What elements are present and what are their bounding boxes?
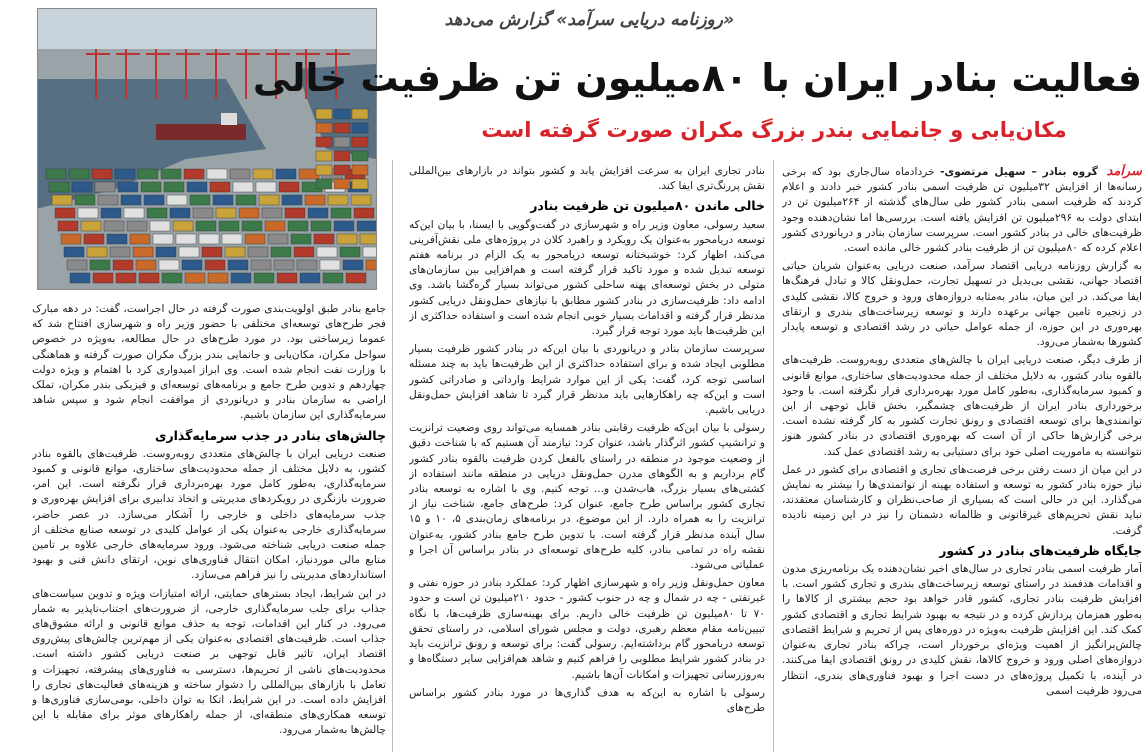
container bbox=[196, 221, 216, 231]
container bbox=[78, 208, 98, 218]
container bbox=[334, 221, 354, 231]
container bbox=[210, 182, 230, 192]
container bbox=[276, 169, 296, 179]
container bbox=[115, 169, 135, 179]
container bbox=[253, 169, 273, 179]
port-photo bbox=[37, 8, 377, 290]
container bbox=[150, 221, 170, 231]
paragraph-text: خردادماه سال‌جاری بود که برخی رسانه‌ها از افزایش ۳۲میلیون تن ظرفیت اسمی بنادر کشور خبر دادند و اعلام کردند که ظرفیت اسمی بنادر کشور طی سال‌های گذشته از ۲۶۴میلیون تن در ابتدای دولت به ۲۹۶میلیون تن افزایش یافته است. بررسی‌ها اما نشان‌دهنده وجود ظرفیت‌های خالی در بنادر کشور است. سرپرست سازمان بنادر و دریانوردی کشور اعلام کرده که ۸۰میلیون تن از ظرفیت بنادر کشور خالی مانده است. bbox=[782, 166, 1142, 255]
container bbox=[113, 260, 133, 270]
kicker: «روزنامه دریایی سرآمد» گزارش می‌دهد bbox=[444, 10, 734, 30]
container bbox=[64, 247, 84, 257]
container bbox=[193, 208, 213, 218]
paragraph: بنادر تجاری ایران به سرعت افزایش یابد و کشور بتواند در بازارهای بین‌المللی نقش پررنگ‌تری ایفا کند. bbox=[409, 165, 765, 193]
container bbox=[116, 273, 136, 283]
container bbox=[173, 221, 193, 231]
container bbox=[49, 182, 69, 192]
container bbox=[305, 195, 325, 205]
container bbox=[219, 221, 239, 231]
container bbox=[176, 234, 196, 244]
container bbox=[334, 123, 350, 133]
container bbox=[314, 234, 334, 244]
container bbox=[228, 260, 248, 270]
paragraph: آمار ظرفیت اسمی بنادر تجاری در سال‌های اخیر نشان‌دهنده یک برنامه‌ریزی مدون و اقدامات هدفمند در راستای توسعه زیرساخت‌های بندری و تجاری کشور است. با افزایش ظرفیت بنادر تجاری، کشور قادر خواهد بود حجم بیشتری از کالاها را به‌طور همزمان پردازش کرده و در نتیجه به بهبود شرایط تجاری و اقتصادی کشور کمک کند. این افزایش ظرفیت به‌ویژه در دوره‌های پس از تحریم و شرایط اقتصادی چالش‌برانگیز از اهمیت ویژه‌ای برخوردار است، چراکه بنادر تجاری به‌عنوان دروازه‌های اصلی ورود و خروج کالاها، نقش کلیدی در رونق اقتصادی ایفا می‌کنند. در آینده، با تکمیل پروژه‌های در دست اجرا و بهبود فناوری‌های بندری، انتظار می‌رود ظرفیت اسمی bbox=[782, 563, 1142, 697]
container bbox=[144, 195, 164, 205]
container bbox=[121, 195, 141, 205]
container bbox=[316, 123, 332, 133]
container bbox=[316, 109, 332, 119]
container bbox=[147, 208, 167, 218]
container bbox=[231, 273, 251, 283]
container bbox=[346, 273, 366, 283]
container bbox=[161, 169, 181, 179]
container bbox=[230, 169, 250, 179]
container bbox=[75, 195, 95, 205]
container bbox=[233, 182, 253, 192]
container bbox=[141, 182, 161, 192]
container bbox=[323, 273, 343, 283]
container bbox=[285, 208, 305, 218]
container bbox=[357, 221, 376, 231]
container bbox=[67, 260, 87, 270]
container bbox=[69, 169, 89, 179]
container bbox=[101, 208, 121, 218]
container bbox=[70, 273, 90, 283]
container bbox=[95, 182, 115, 192]
publication-logo: سرآمد bbox=[1106, 164, 1142, 179]
container bbox=[55, 208, 75, 218]
container bbox=[184, 169, 204, 179]
container bbox=[185, 273, 205, 283]
container bbox=[352, 165, 368, 175]
container bbox=[316, 165, 332, 175]
container bbox=[334, 137, 350, 147]
container bbox=[242, 221, 262, 231]
container bbox=[274, 260, 294, 270]
container bbox=[138, 169, 158, 179]
container bbox=[187, 182, 207, 192]
container bbox=[337, 234, 357, 244]
container bbox=[133, 247, 153, 257]
container bbox=[351, 195, 371, 205]
container bbox=[340, 247, 360, 257]
container bbox=[164, 182, 184, 192]
paragraph: به گزارش روزنامه دریایی اقتصاد سرآمد، صنعت دریایی به‌عنوان شریان حیاتی اقتصاد جهانی، نقشی بی‌بدیل در تسهیل تجارت، حمل‌ونقل کالا و تبادل فرهنگ‌ها ایفا می‌کند. در این میان، بنادر به‌مثابه دروازه‌های ورود و خروج کالا، نقشی کلیدی در زنجیره تامین جهانی برعهده دارند و توسعه زیرساخت‌های بندری و ارتقای بهره‌وری در این حوزه، از جمله عوامل حیاتی در رشد اقتصادی و توسعه پایدار کشورها به‌شمار می‌رود. bbox=[782, 260, 1142, 349]
container bbox=[179, 247, 199, 257]
container bbox=[311, 221, 331, 231]
container bbox=[84, 234, 104, 244]
container bbox=[81, 221, 101, 231]
container bbox=[208, 273, 228, 283]
container bbox=[265, 221, 285, 231]
container bbox=[139, 273, 159, 283]
container bbox=[98, 195, 118, 205]
section-heading: چالش‌های بنادر در جذب سرمایه‌گذاری bbox=[155, 427, 386, 443]
container bbox=[136, 260, 156, 270]
column-divider bbox=[392, 160, 393, 752]
container bbox=[118, 182, 138, 192]
container bbox=[170, 208, 190, 218]
container bbox=[225, 247, 245, 257]
container bbox=[334, 151, 350, 161]
paragraph: جامع بنادر طبق اولویت‌بندی صورت گرفته در حال اجراست، گفت: در دهه مبارک فجر طرح‌های توسعه‌ای مختلفی با حضور وزیر راه و شهرسازی افتتاح شد که عموما زیرساختی بود. در مورد طرح‌های در حال مطالعه، به‌ویژه در خصوص سواحل مکران، مکان‌یابی و جانمایی بندر بزرگ مکران صورت گرفته و هماهنگی با وزارت نفت انجام شده است. وی ابراز امیدواری کرد با اهتمام و ویژه دولت چهاردهم و تدوین طرح جامع و برنامه‌های توسعه‌ای و فیزیکی بندر مکران، تملک اراضی به سازمان بنادر و دریانوردی از موافقت انجام شود و سپس شاهد سرمایه‌گذاری این سازمان باشیم. bbox=[32, 303, 386, 422]
container bbox=[251, 260, 271, 270]
container bbox=[352, 179, 368, 189]
container bbox=[316, 137, 332, 147]
container bbox=[130, 234, 150, 244]
container bbox=[182, 260, 202, 270]
ship-hull bbox=[156, 124, 246, 140]
container bbox=[354, 208, 374, 218]
container bbox=[87, 247, 107, 257]
container bbox=[202, 247, 222, 257]
paragraph: رسولی با بیان این‌که ظرفیت رقابتی بنادر همسایه می‌تواند روی وضعیت ترانزیت و ترانشیپ کشور اثرگذار باشد، عنوان کرد: نیازمند آن هستیم که با شناخت دقیق از وضعیت موجود در منطقه در راستای بالفعل کردن ظرفیت بالقوه بنادر کشور گام برداریم و به الگوهای مدرن حمل‌ونقل دریایی در منطقه مانند استفاده از کشتی‌های بسیار بزرگ، هاب‌شدن و... توجه کنیم. وی با اشاره به توسعه بنادر تجاری کشور براساس طرح جامع، عنوان کرد: طرح‌های جامع، شناخت نیاز از ترانزیت را به همراه دارد. از این موضوع، در برنامه‌های زمان‌بندی ۵، ۱۰ و ۱۵ سال آینده مدنظر قرار گرفته است. با تدوین طرح جامع بنادر کشور، به‌عنوان نقشه راه در تمامی بنادر، کلیه طرح‌های توسعه‌ای در بنادر براساس آن اجرا و عملیاتی می‌شود. bbox=[409, 422, 765, 572]
container bbox=[153, 234, 173, 244]
container bbox=[90, 260, 110, 270]
container bbox=[190, 195, 210, 205]
container bbox=[308, 208, 328, 218]
paragraph: سرپرست سازمان بنادر و دریانوردی با بیان این‌که در بنادر کشور ظرفیت بسیار مطلوبی ایجاد شده و برای استفاده حداکثری از این ظرفیت‌ها باید به چند مسئله اساسی توجه کرد، گفت: یکی از این موارد شرایط وارداتی و صادراتی کشور است و این‌که چه راهکارهایی باید مدنظر قرار گیرد تا شاهد افزایش حمل‌ونقل دریایی باشیم. bbox=[409, 343, 765, 417]
container bbox=[277, 273, 297, 283]
container bbox=[46, 169, 66, 179]
container bbox=[239, 208, 259, 218]
container bbox=[107, 234, 127, 244]
paragraph: در این شرایط، ایجاد بسترهای حمایتی، ارائه امتیازات ویژه و تدوین سیاست‌های جذاب برای جلب سرمایه‌گذاری خارجی، از ضرورت‌های اجتناب‌ناپذیر به شمار می‌رود. در کنار این اقدامات، توجه به حذف موانع قانونی و ارائه مشوق‌های جذاب است. ظرفیت‌های اقتصادی به‌عنوان یکی از مهم‌ترین چالش‌های پیش‌روی اقتصاد ایران، تاثیر قابل توجهی بر صنعت دریایی کشور داشته است. محدودیت‌های ناشی از تحریم‌ها، دسترسی به فناوری‌های پیشرفته، تجهیزات و تعامل با بازارهای بین‌المللی را دشوار ساخته و هزینه‌های فعالیت‌های تجاری را افزایش داده است. در این شرایط، اتکا به توان داخلی، بومی‌سازی فناوری‌ها و توسعه همکاری‌های منطقه‌ای، از جمله راهکارهای موثر برای مقابله با این چالش‌ها به‌شمار می‌رود. bbox=[32, 587, 386, 737]
paragraph: صنعت دریایی ایران با چالش‌های متعددی روبه‌روست. ظرفیت‌های بالقوه بنادر کشور، به دلایل مختلف از جمله محدودیت‌های ساختاری، موانع قانونی و کمبود سرمایه‌گذاری، به‌طور کامل مورد بهره‌برداری قرار نگرفته است. این امر، ضرورت بازنگری در رویکردهای مدیریتی و اتخاذ تدابیری برای افزایش بهره‌وری و جذب سرمایه‌های داخلی و خارجی را آشکار می‌سازد. در عصر حاضر، سرمایه‌گذاری خارجی به‌عنوان یکی از عوامل کلیدی در توسعه صنایع مختلف از جمله صنعت دریایی شناخته می‌شود. ورود سرمایه‌های خارجی علاوه بر تامین منابع مالی موردنیاز، امکان انتقال فناوری‌های نوین، ارتقای دانش فنی و بهبود استانداردهای مدیریتی را نیز فراهم می‌سازد. bbox=[32, 447, 386, 582]
container bbox=[245, 234, 265, 244]
container bbox=[297, 260, 317, 270]
column-middle bbox=[409, 164, 765, 752]
container bbox=[291, 234, 311, 244]
section-heading: جایگاه ظرفیت‌های بنادر در کشور bbox=[939, 542, 1142, 558]
column-divider bbox=[773, 160, 774, 752]
container bbox=[52, 195, 72, 205]
container bbox=[58, 221, 78, 231]
container bbox=[248, 247, 268, 257]
container bbox=[317, 247, 337, 257]
container bbox=[268, 234, 288, 244]
container bbox=[271, 247, 291, 257]
container bbox=[279, 182, 299, 192]
container bbox=[216, 208, 236, 218]
container bbox=[320, 260, 340, 270]
container bbox=[205, 260, 225, 270]
column-left bbox=[32, 302, 386, 752]
port-photo-image bbox=[37, 9, 376, 290]
container bbox=[207, 169, 227, 179]
lead-paragraph bbox=[782, 164, 1142, 256]
container bbox=[352, 109, 368, 119]
container bbox=[159, 260, 179, 270]
paragraph: رسولی با اشاره به این‌که به هدف گذاری‌ها در مورد بنادر کشور براساس طرح‌های bbox=[409, 686, 765, 714]
container bbox=[352, 137, 368, 147]
container bbox=[127, 221, 147, 231]
column-right bbox=[782, 164, 1142, 752]
byline: گروه بنادر – سهیل مرتضوی- bbox=[940, 166, 1098, 178]
ship-bridge bbox=[221, 113, 237, 125]
headline: فعالیت بنادر ایران با ۸۰میلیون تن ظرفیت خالی bbox=[252, 56, 1142, 100]
container bbox=[316, 179, 332, 189]
container bbox=[256, 182, 276, 192]
section-heading: خالی ماندن ۸۰میلیون تن ظرفیت بنادر bbox=[530, 198, 765, 214]
container bbox=[236, 195, 256, 205]
container bbox=[262, 208, 282, 218]
container bbox=[300, 273, 320, 283]
container bbox=[334, 109, 350, 119]
container bbox=[61, 234, 81, 244]
container bbox=[213, 195, 233, 205]
subheadline: مکان‌یابی و جانمایی بندر بزرگ مکران صورت گرفته است bbox=[481, 118, 1067, 142]
paragraph: در این میان از دست رفتن برخی فرصت‌های تجاری و اقتصادی برای کشور در عمل نیاز حوزه بنادر کشور به توسعه و استفاده بهینه از توانمندی‌ها را بیشتر به نمایش می‌گذارد. این در حالی است که بسیاری از صاحب‌نظران و کارشناسان معتقدند، نباید نقش تحریم‌های غیرقانونی و ظالمانه دشمنان را نیز در این زمینه نادیده گرفت. bbox=[782, 463, 1142, 537]
container bbox=[92, 169, 112, 179]
container bbox=[124, 208, 144, 218]
container bbox=[360, 234, 376, 244]
container bbox=[352, 151, 368, 161]
container bbox=[328, 195, 348, 205]
container bbox=[222, 234, 242, 244]
container bbox=[259, 195, 279, 205]
container bbox=[343, 260, 363, 270]
container bbox=[199, 234, 219, 244]
container bbox=[72, 182, 92, 192]
container bbox=[104, 221, 124, 231]
container bbox=[331, 208, 351, 218]
container bbox=[316, 151, 332, 161]
container bbox=[334, 179, 350, 189]
container bbox=[282, 195, 302, 205]
container bbox=[93, 273, 113, 283]
paragraph: از طرف دیگر، صنعت دریایی ایران با چالش‌های متعددی روبه‌روست. ظرفیت‌های بالقوه بنادر کشور، به دلایل مختلف از جمله محدودیت‌های ساختاری، موانع قانونی و کمبود سرمایه‌گذاری، به‌طور کامل مورد بهره‌برداری قرار نگرفته است. با وجود برخورداری بنادر ایران از ظرفیت‌های چشمگیر، بخش قابل توجهی از این توانمندی‌ها برای توسعه اقتصادی و رونق تجارت کشور به کار گرفته نشده است. برخی گزارش‌ها حاکی از آن است که بهره‌وری اقتصادی در بنادر کشور هنوز نتوانسته به ماموریت اصلی خود برای دستیابی به رشد اقتصادی عمل کند. bbox=[782, 354, 1142, 458]
container bbox=[363, 247, 376, 257]
container bbox=[352, 123, 368, 133]
container bbox=[156, 247, 176, 257]
container bbox=[110, 247, 130, 257]
container bbox=[162, 273, 182, 283]
paragraph: معاون حمل‌ونقل وزیر راه و شهرسازی اظهار کرد: عملکرد بنادر در حوزه نفتی و غیرنفتی - چه در شمال و چه در جنوب کشور - حدود ۲۱۰میلیون تن است و حدود ۷۰ تا ۸۰میلیون تن ظرفیت خالی داریم. برای بهینه‌سازی ظرفیت‌ها، با نگاه تبیین‌نامه مقام معظم رهبری، دولت و مجلس شورای اسلامی، در راستای تحقق توسعه دریامحور گام برداشته‌ایم. رسولی گفت: برای توسعه و رونق ترانزیت باید در بنادر کشور شرایط مطلوبی را فراهم کنیم و شاهد هم‌افزایی سایر دستگاه‌ها و به‌روزرسانی تجهیزات و امکانات آن‌ها باشیم. bbox=[409, 577, 765, 681]
container bbox=[288, 221, 308, 231]
container bbox=[366, 260, 376, 270]
container bbox=[254, 273, 274, 283]
container bbox=[167, 195, 187, 205]
container bbox=[294, 247, 314, 257]
paragraph: سعید رسولی، معاون وزیر راه و شهرسازی در گفت‌وگویی با ایسنا، با بیان این‌که توسعه دریامحور به‌عنوان یک رویکرد و راهبرد کلان در پروژه‌های ملی نقش‌آفرینی می‌کند، اظهار کرد: خوشبختانه توسعه دریامحور به یک الزام در برنامه هفتم توسعه تبدیل شده و مورد تاکید قرار گرفته است و هم‌افزایی بین سازمان‌های متولی در بخش توسعه‌ای پهنه ساحلی کشور می‌تواند بسیار گره‌گشا باشد. وی ادامه داد: ظرفیت‌سازی در بنادر کشور مطابق با نیازهای حمل‌ونقل دریایی کشور مدنظر قرار گرفته و اقدامات بسیار خوبی انجام شده است و استفاده حداکثری از این ظرفیت‌ها باید مورد توجه قرار گیرد. bbox=[409, 218, 765, 338]
container bbox=[334, 165, 350, 175]
